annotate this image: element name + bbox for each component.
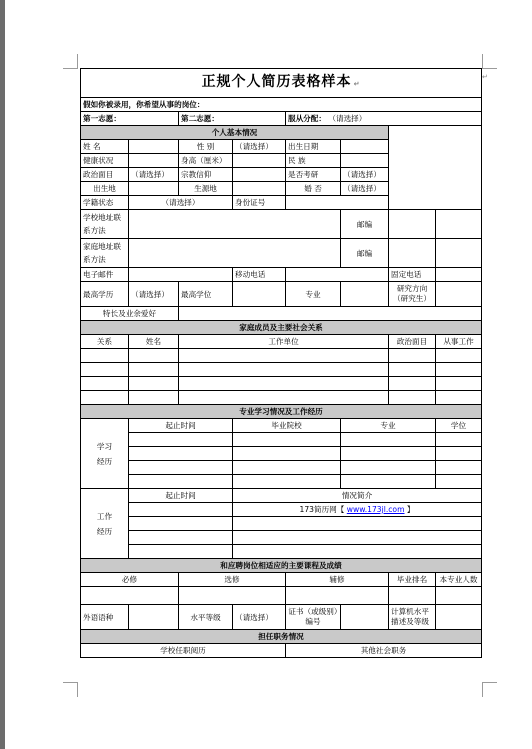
label-political: 政治面目: [81, 168, 129, 182]
field-mobile[interactable]: [286, 268, 389, 282]
label-home-address: 家庭地址联系方法: [81, 239, 129, 268]
table-row: [81, 461, 482, 475]
obey-assignment[interactable]: 服从分配： （请选择）: [286, 112, 482, 126]
intent-question: 假如你被录用，你希望从事的岗位：: [81, 98, 482, 112]
table-row: [81, 433, 482, 447]
label-level: 水平等级: [179, 605, 233, 630]
field-research[interactable]: [436, 282, 482, 307]
resume-form: [80, 68, 481, 658]
field-status[interactable]: （请选择）: [129, 196, 233, 210]
field-political[interactable]: （请选择）: [129, 168, 179, 182]
field-phone[interactable]: [436, 268, 482, 282]
photo-box[interactable]: [389, 126, 482, 210]
label-school-postcode: 邮编: [341, 210, 389, 239]
blank-cell: [436, 239, 482, 268]
label-computer: 计算机水平描述及等级: [389, 605, 436, 630]
label-phone: 固定电话: [389, 268, 436, 282]
table-row: [81, 545, 482, 559]
label-graduate-exam: 是否考研: [286, 168, 341, 182]
field-computer[interactable]: [436, 605, 482, 630]
label-home-postcode: 邮编: [341, 239, 389, 268]
label-social-duties: 其他社会职务: [286, 644, 482, 658]
label-hobby: 特长及业余爱好: [81, 307, 179, 321]
label-idcard: 身份证号: [233, 196, 286, 210]
label-school-duties: 学校任职阅历: [81, 644, 286, 658]
label-birth: 出生日期: [286, 140, 341, 154]
field-hobby[interactable]: [179, 307, 482, 321]
label-religion: 宗教信仰: [179, 168, 233, 182]
section-duties: 担任职务情况: [81, 630, 482, 644]
field-name[interactable]: [129, 140, 179, 154]
field-ethnic[interactable]: [341, 154, 389, 168]
label-email: 电子邮件: [81, 268, 129, 282]
section-study: 专业学习情况及工作经历: [81, 405, 482, 419]
family-header-relation: 关系: [81, 335, 129, 349]
label-study-history: 学习经历: [81, 419, 129, 489]
field-school-address[interactable]: [129, 210, 341, 239]
second-choice[interactable]: 第二志愿：: [179, 112, 286, 126]
table-row: [81, 349, 482, 363]
study-header-school: 毕业院校: [233, 419, 341, 433]
site-credit: 173简历网【 www.173jl.com 】: [233, 503, 482, 517]
label-married: 婚 否: [286, 182, 341, 196]
label-height: 身高（厘米）: [179, 154, 233, 168]
family-header-employer: 工作单位: [179, 335, 389, 349]
label-health: 健康状况: [81, 154, 129, 168]
label-foreign-language: 外语语种: [81, 605, 129, 630]
field-origin[interactable]: [233, 182, 286, 196]
field-level[interactable]: （请选择）: [233, 605, 286, 630]
field-school-postcode[interactable]: [389, 210, 436, 239]
label-top-degree: 最高学位: [179, 282, 233, 307]
label-ethnic: 民 族: [286, 154, 341, 168]
paragraph-mark: ↵: [482, 73, 488, 81]
study-header-degree: 学位: [436, 419, 482, 433]
table-row: [81, 517, 482, 531]
site-link[interactable]: www.173jl.com: [346, 505, 405, 514]
field-gender[interactable]: （请选择）: [233, 140, 286, 154]
field-foreign-language[interactable]: [129, 605, 179, 630]
table-row: [81, 531, 482, 545]
label-certificate: 证书（或级别）编号: [286, 605, 341, 630]
course-header-elective: 选修: [179, 573, 286, 587]
table-row: [81, 391, 482, 405]
field-home-address[interactable]: [129, 239, 341, 268]
field-home-postcode[interactable]: [389, 239, 436, 268]
course-header-count: 本专业人数: [436, 573, 482, 587]
label-major: 专业: [286, 282, 341, 307]
field-email[interactable]: [129, 268, 233, 282]
crop-mark-bottom-left: [63, 682, 78, 697]
label-gender: 性 别: [179, 140, 233, 154]
crop-mark-bottom-right: [482, 682, 497, 697]
label-name: 姓 名: [81, 140, 129, 154]
field-graduate-exam[interactable]: （请选择）: [341, 168, 389, 182]
course-header-rank: 毕业排名: [389, 573, 436, 587]
section-basic: 个人基本情况: [81, 126, 389, 140]
course-header-required: 必修: [81, 573, 179, 587]
form-title: 正规个人简历表格样本 ↵: [81, 69, 482, 98]
label-birthplace: 出生地: [81, 182, 129, 196]
label-mobile: 移动电话: [233, 268, 286, 282]
blank-cell: [436, 210, 482, 239]
family-header-name: 姓名: [129, 335, 179, 349]
label-origin: 生源地: [179, 182, 233, 196]
study-header-period: 起止时间: [129, 419, 233, 433]
resume-table: [80, 68, 482, 658]
table-row: [81, 447, 482, 461]
field-degree[interactable]: （请选择）: [129, 282, 179, 307]
table-row: [81, 377, 482, 391]
field-birth[interactable]: [341, 140, 389, 154]
table-row: [81, 363, 482, 377]
field-health[interactable]: [129, 154, 179, 168]
table-row: [81, 475, 482, 489]
label-status: 学籍状态: [81, 196, 129, 210]
label-research: 研究方向（研究生）: [389, 282, 436, 307]
study-header-major: 专业: [341, 419, 436, 433]
field-idcard[interactable]: [286, 196, 389, 210]
field-major[interactable]: [341, 282, 389, 307]
family-header-political: 政治面目: [389, 335, 436, 349]
label-work-history: 工作经历: [81, 489, 129, 559]
first-choice[interactable]: 第一志愿：: [81, 112, 179, 126]
field-top-degree[interactable]: [233, 282, 286, 307]
section-family: 家庭成员及主要社会关系: [81, 321, 482, 335]
crop-mark-top-left: [63, 54, 78, 69]
field-certificate[interactable]: [341, 605, 389, 630]
table-row: [81, 587, 482, 605]
course-header-minor: 辅修: [286, 573, 389, 587]
crop-mark-top-right: [482, 54, 497, 69]
field-height[interactable]: [233, 154, 286, 168]
label-school-address: 学校地址联系方法: [81, 210, 129, 239]
field-birthplace[interactable]: [129, 182, 179, 196]
section-courses: 和应聘岗位相适应的主要课程及成绩: [81, 559, 482, 573]
label-degree: 最高学历: [81, 282, 129, 307]
family-header-job: 从事工作: [436, 335, 482, 349]
field-married[interactable]: （请选择）: [341, 182, 389, 196]
work-header-period: 起止时间: [129, 489, 233, 503]
work-header-summary: 情况简介: [233, 489, 482, 503]
field-religion[interactable]: [233, 168, 286, 182]
